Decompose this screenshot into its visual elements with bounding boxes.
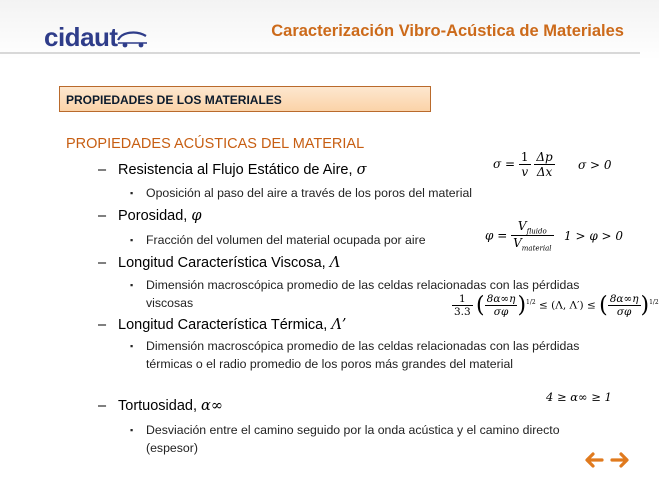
bullet-icon: ▪ bbox=[130, 235, 134, 245]
arrow-right-icon bbox=[608, 448, 632, 472]
formula-sigma-condition: σ > 0 bbox=[578, 158, 612, 172]
property-description: Oposición al paso del aire a través de los poros del material bbox=[146, 186, 473, 200]
slide-header bbox=[0, 0, 640, 56]
property-label: Longitud Característica Viscosa, bbox=[118, 255, 326, 271]
property-symbol: Λ bbox=[329, 255, 341, 271]
slide-navigation bbox=[582, 448, 632, 472]
property-label: Tortuosidad, bbox=[118, 398, 197, 414]
property-symbol: α∞ bbox=[201, 398, 223, 414]
property-label: Porosidad, bbox=[118, 208, 188, 224]
property-label: Resistencia al Flujo Estático de Aire, bbox=[118, 162, 353, 178]
subtitle: PROPIEDADES ACÚSTICAS DEL MATERIAL bbox=[66, 136, 365, 152]
logo-car-icon bbox=[116, 26, 150, 48]
formula-phi-condition: 1 > φ > 0 bbox=[564, 229, 624, 243]
property-description: Dimensión macroscópica promedio de las celdas relacionadas con las pérdidas térmicas o el radio promedio de los poros más grandes del material bbox=[146, 339, 580, 371]
bullet-icon: ▪ bbox=[130, 280, 134, 290]
bullet-icon: ▪ bbox=[130, 188, 134, 198]
bullet-icon: ▪ bbox=[130, 425, 134, 435]
property-symbol: φ bbox=[191, 208, 202, 224]
formula-lambda-bounds: $\frac{1}{3.3}$ ( $\frac{8\alpha\infty\eta}{\sigma\varphi}$ )$^{1/2}$ ≤ (Λ, Λ′) ≤ ( $\frac{8\alpha\infty\eta}{\sigma\varphi}$ )$^{1/2}$ bbox=[454, 293, 659, 318]
formula-sigma: σ = $\frac{1}{v}$ $\frac{\Delta p}{\Delta x}$ bbox=[493, 150, 553, 179]
dash-marker: – bbox=[98, 317, 107, 333]
property-description: Fracción del volumen del material ocupada por aire bbox=[146, 233, 426, 247]
property-description: Dimensión macroscópica promedio de las celdas relacionadas con las pérdidas viscosas bbox=[146, 278, 580, 310]
formula-tortuosity-condition: 4 ≥ α∞ ≥ 1 bbox=[546, 390, 612, 404]
next-slide-button[interactable] bbox=[608, 448, 632, 472]
property-symbol: σ bbox=[356, 162, 367, 178]
section-title-box bbox=[59, 86, 431, 112]
property-symbol: Λ’ bbox=[331, 317, 347, 333]
dash-marker: – bbox=[98, 208, 107, 224]
formula-phi: φ = $\frac{V_{fluido}}{V_{material}}$ bbox=[485, 219, 552, 253]
dash-marker: – bbox=[98, 398, 107, 414]
property-description: Desviación entre el camino seguido por la onda acústica y el camino directo (espesor) bbox=[146, 423, 560, 455]
section-title: PROPIEDADES DE LOS MATERIALES bbox=[66, 93, 282, 107]
property-label: Longitud Característica Térmica, bbox=[118, 317, 328, 333]
prev-slide-button[interactable] bbox=[582, 448, 606, 472]
header-divider bbox=[0, 52, 640, 54]
slide-title: Caracterización Vibro-Acústica de Materiales bbox=[271, 22, 624, 40]
dash-marker: – bbox=[98, 255, 107, 271]
arrow-left-icon bbox=[582, 448, 606, 472]
cidaut-logo: cidaut bbox=[44, 22, 118, 52]
dash-marker: – bbox=[98, 162, 107, 178]
bullet-icon: ▪ bbox=[130, 341, 134, 351]
